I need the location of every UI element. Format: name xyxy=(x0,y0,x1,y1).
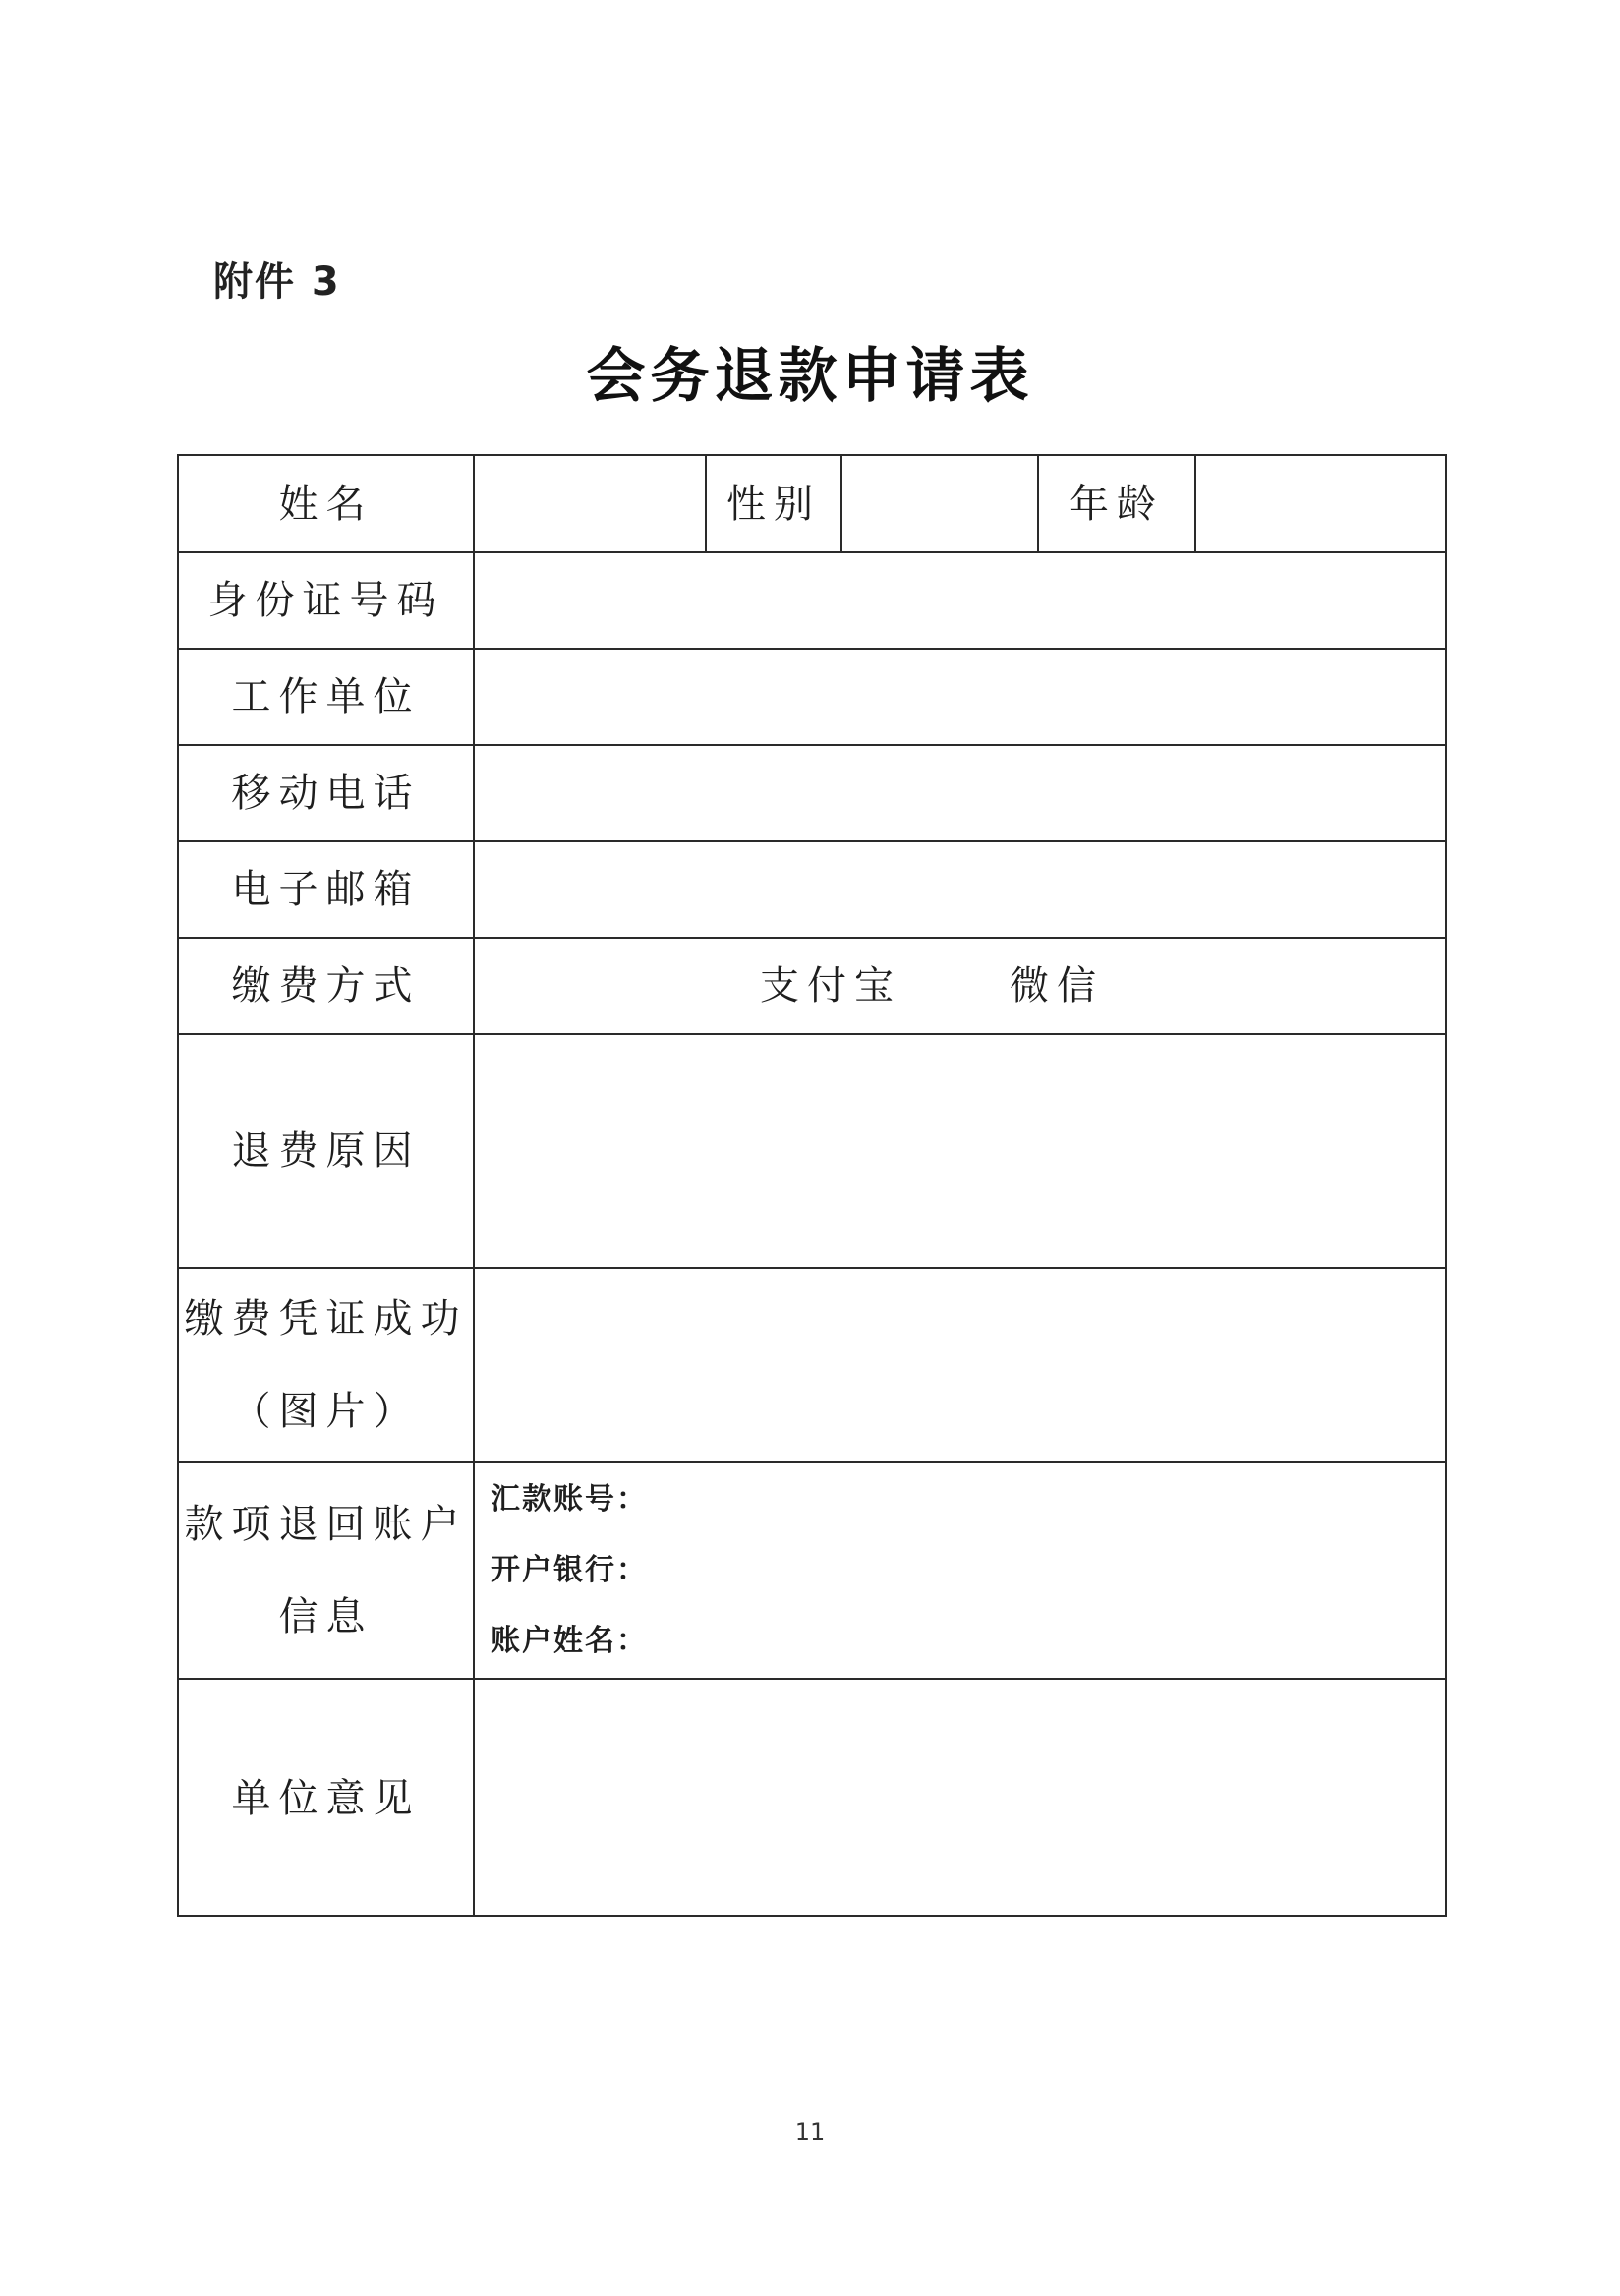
form-title: 会务退款申请表 xyxy=(586,342,1034,411)
payment-proof-label xyxy=(179,1269,475,1463)
age-field[interactable] xyxy=(1196,456,1447,553)
unit-opinion-field[interactable] xyxy=(475,1680,1447,1917)
account-name-label: 账户姓名： xyxy=(491,1623,648,1658)
mobile-label: 移动电话 xyxy=(179,746,475,842)
payment-option-alipay[interactable]: 支付宝 xyxy=(760,963,901,1008)
name-label: 姓名 xyxy=(179,456,475,553)
refund-account-label-line1: 款项退回账户 xyxy=(184,1501,468,1547)
account-number-label: 汇款账号： xyxy=(491,1481,648,1517)
payment-method-options xyxy=(475,939,1447,1035)
employer-label: 工作单位 xyxy=(179,650,475,746)
refund-account-label xyxy=(179,1463,475,1680)
bank-label: 开户银行： xyxy=(491,1552,648,1587)
payment-proof-label-line2: （图片） xyxy=(231,1388,421,1434)
refund-reason-label: 退费原因 xyxy=(179,1035,475,1269)
id-number-label: 身份证号码 xyxy=(179,553,475,650)
payment-method-label: 缴费方式 xyxy=(179,939,475,1035)
email-field[interactable] xyxy=(475,842,1447,939)
refund-application-form xyxy=(177,454,1447,1917)
refund-account-label-line2: 信息 xyxy=(278,1593,374,1639)
age-label: 年龄 xyxy=(1039,456,1196,553)
gender-label: 性别 xyxy=(707,456,842,553)
payment-proof-label-line1: 缴费凭证成功 xyxy=(184,1295,468,1342)
payment-option-wechat[interactable]: 微信 xyxy=(1010,963,1104,1008)
employer-field[interactable] xyxy=(475,650,1447,746)
page-number: 11 xyxy=(794,2118,826,2146)
name-field[interactable] xyxy=(475,456,707,553)
id-number-field[interactable] xyxy=(475,553,1447,650)
gender-field[interactable] xyxy=(842,456,1039,553)
refund-account-details[interactable] xyxy=(475,1463,1447,1680)
email-label: 电子邮箱 xyxy=(179,842,475,939)
refund-reason-field[interactable] xyxy=(475,1035,1447,1269)
unit-opinion-label: 单位意见 xyxy=(179,1680,475,1917)
mobile-field[interactable] xyxy=(475,746,1447,842)
payment-proof-field[interactable] xyxy=(475,1269,1447,1463)
attachment-label: 附件 3 xyxy=(213,259,341,305)
